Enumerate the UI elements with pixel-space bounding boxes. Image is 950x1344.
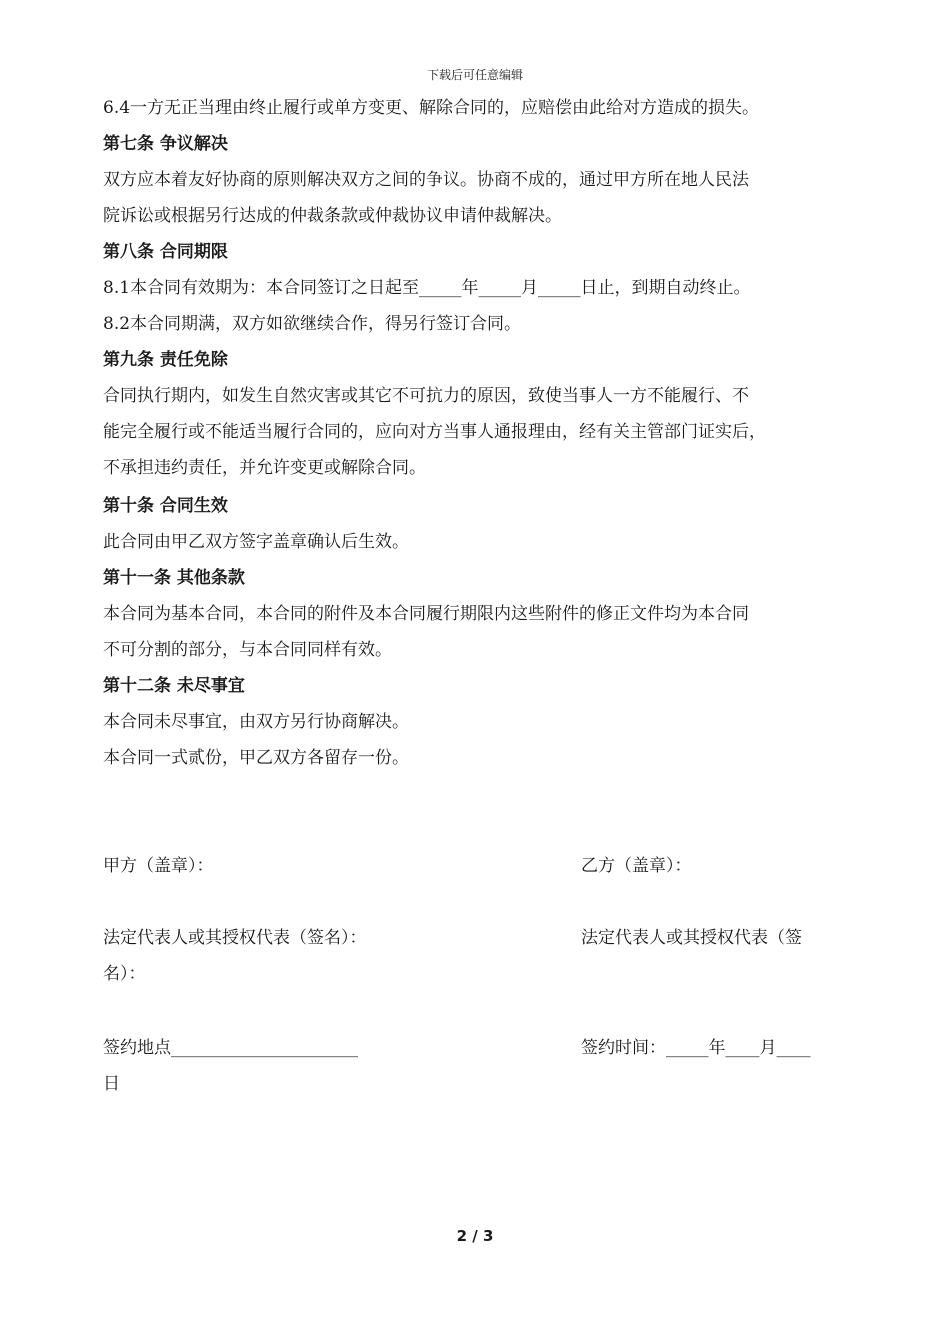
- paragraph-line: 院诉讼或根据另行达成的仲裁条款或仲裁协议申请仲裁解决。: [103, 206, 562, 226]
- signing-date-label: 签约时间：_____年____月____: [581, 1038, 811, 1058]
- heading-article-11: 第十一条 其他条款: [103, 568, 245, 588]
- heading-article-8: 第八条 合同期限: [103, 242, 228, 262]
- signing-place-label: 签约地点______________________: [103, 1038, 358, 1058]
- party-b-representative-label: 法定代表人或其授权代表（签: [581, 928, 802, 948]
- paragraph-line: 本合同为基本合同，本合同的附件及本合同履行期限内这些附件的修正文件均为本合同: [103, 604, 749, 624]
- paragraph-line: 双方应本着友好协商的原则解决双方之间的争议。协商不成的，通过甲方所在地人民法: [103, 170, 749, 190]
- paragraph-line: 本合同未尽事宜，由双方另行协商解决。: [103, 712, 409, 732]
- heading-article-12: 第十二条 未尽事宜: [103, 676, 245, 696]
- signing-date-day-label: 日: [103, 1074, 120, 1094]
- heading-article-9: 第九条 责任免除: [103, 350, 228, 370]
- page-number: 2 / 3: [456, 1227, 494, 1245]
- clause-8-1: 8.1本合同有效期为：本合同签订之日起至_____年_____月_____日止，到期自动终止。: [103, 278, 751, 298]
- party-b-seal-label: 乙方（盖章）：: [581, 856, 692, 876]
- paragraph-line: 不承担违约责任，并允许变更或解除合同。: [103, 458, 426, 478]
- heading-article-7: 第七条 争议解决: [103, 134, 228, 154]
- party-a-representative-label: 法定代表人或其授权代表（签名）：: [103, 928, 367, 948]
- heading-article-10: 第十条 合同生效: [103, 496, 228, 516]
- paragraph-line: 此合同由甲乙双方签字盖章确认后生效。: [103, 532, 409, 552]
- clause-8-2: 8.2本合同期满，双方如欲继续合作，得另行签订合同。: [103, 314, 522, 334]
- paragraph-line: 合同执行期内，如发生自然灾害或其它不可抗力的原因，致使当事人一方不能履行、不: [103, 386, 749, 406]
- paragraph-line: 能完全履行或不能适当履行合同的，应向对方当事人通报理由，经有关主管部门证实后，: [103, 422, 766, 442]
- paragraph-line: 不可分割的部分，与本合同同样有效。: [103, 640, 392, 660]
- party-a-representative-label-cont: 名）：: [103, 964, 146, 984]
- page-header-note: 下载后可任意编辑: [426, 68, 523, 82]
- paragraph-line: 本合同一式贰份，甲乙双方各留存一份。: [103, 748, 409, 768]
- clause-6-4: 6.4一方无正当理由终止履行或单方变更、解除合同的，应赔偿由此给对方造成的损失。: [103, 98, 760, 118]
- party-a-seal-label: 甲方（盖章）：: [103, 856, 214, 876]
